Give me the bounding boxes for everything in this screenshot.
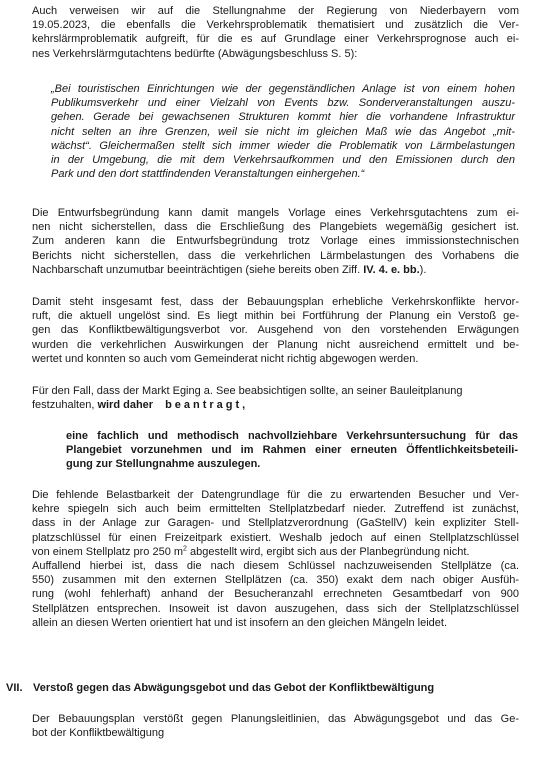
text-line: dass in der Anlage zur Garagen- und Stellplatzverordnung (GaStellV) kein expliziter Stell- (32, 517, 519, 530)
text-line: nen nicht sicherstellen, dass die Erschließung des Plangebiets wegemäßig gesichert ist. (32, 221, 519, 234)
cross-reference: IV. 4. e. bb. (363, 263, 420, 276)
text-line: rung (wohl fehlerhaft) anhand der Besucheranzahl errechneten Gesamtbedarf von 900 (32, 588, 519, 601)
text-line: kehrslärmproblematik aufgreift, für die es auf Grundlage einer Verkehrsprognose auch ei- (32, 33, 519, 46)
text-line: 19.05.2023, die ebenfalls die Verkehrsproblematik thematisiert und zusätzlich die Ver- (32, 19, 519, 32)
paragraph-entwurfsbegruendung (32, 206, 519, 277)
paragraph-stellplatzbedarf (32, 488, 519, 630)
quote-line: nicht selten an ihre Grenzen, weil sie nicht im gleichen Maß wie das Angebot „mit- (51, 125, 515, 138)
motion-request (66, 429, 518, 472)
text-line: Berichts nicht sicherstellen, dass die verkehrlichen Lärmbelastungen des Vorhabens die (32, 249, 519, 262)
block-quote (51, 82, 515, 181)
text-line: wurden die verkehrlichen Auswirkungen der Planung nicht ausreichend ermittelt und be- (32, 338, 519, 351)
section-heading: Verstoß gegen das Abwägungsgebot und das Gebot der Konfliktbewältigung (33, 682, 435, 694)
quote-line: „Bei touristischen Einrichtungen wie der gegenständlichen Anlage ist von einem hohen (51, 83, 515, 95)
text-segment: ). (419, 263, 427, 276)
paragraph-verkehrskonflikte (32, 295, 519, 366)
text-line: nes Verkehrslärmgutachtens bedürfte (Abwägungsbeschluss S. 5): (32, 47, 358, 60)
text-line (32, 398, 519, 412)
paragraph-regierung-reference (32, 4, 519, 61)
spaced-emphasis-text: beantragt, (165, 399, 249, 412)
text-line: gen das Konfliktbewältigungsverbot vor. Ausgehend von den vorstehenden Erwägungen (32, 324, 519, 337)
text-segment: Nachbarschaft unzumutbar beeinträchtigen (siehe bereits oben Ziff. (32, 263, 364, 276)
text-segment: abgestellt wird, ergibt sich aus der Planbegründung nicht. (186, 545, 470, 558)
quote-line: Park und den dort stattfindenden Veranstaltungen einhergehen.“ (51, 168, 365, 181)
quote-line: Publikumsverkehr und einer Vielzahl von Events bzw. Sonderveranstaltungen auszu- (51, 97, 515, 110)
motion-line: eine fachlich und methodisch nachvollziehbare Verkehrsuntersuchung für das (66, 430, 518, 442)
text-line: Stellplätzen entsprechen. Insoweit ist davon auszugehen, dass sich der Stellplatzschlüssel (32, 602, 519, 615)
paragraph-section-intro (32, 712, 519, 740)
text-segment: von einem Stellplatz pro 250 m (32, 545, 184, 558)
text-line: Auch verweisen wir auf die Stellungnahme der Regierung von Niederbayern vom (32, 5, 519, 17)
quote-line: gehen. Gerade bei gewachsenen Strukturen kommt hier die vorhandene Infrastruktur (51, 111, 515, 124)
text-line: Für den Fall, dass der Markt Eging a. See beabsichtigen sollte, an seiner Bauleitplanung (32, 385, 463, 397)
text-line: wertet und konnten so auch vom Gemeinderat nicht richtig abgewogen werden. (32, 352, 419, 365)
text-line: Auffallend hierbei ist, dass die nach diesem Schlüssel nachzuweisenden Stellplätze (ca. (32, 560, 519, 573)
text-line: allein an diesen Werten orientiert hat und ist insofern an den gleichen Mängeln leidet. (32, 616, 448, 629)
text-line: Die fehlende Belastbarkeit der Datengrundlage für die zu erwartenden Besucher und Ver- (32, 489, 519, 501)
text-line: bot der Konfliktbewältigung (32, 727, 165, 740)
quote-line: in der Umgebung, die mit dem Verkehrsaufkommen und den Emissionen durch den (51, 154, 515, 167)
text-line: platzschlüssel für einen Freizeitpark existiert. Weshalb jedoch auf einen Stellplatzschlüssel (32, 531, 519, 544)
text-line: 550) zusammen mit den externen Stellplätzen (ca. 350) exakt dem nach obiger Ausfüh- (32, 574, 519, 587)
quote-line: wächst“. Gleichermaßen stellt sich immer wieder die Problematik von Lärmbelastungen (51, 139, 515, 152)
motion-line: gung zur Stellungnahme auszulegen. (66, 458, 261, 471)
paragraph-antrag-intro (32, 384, 519, 412)
motion-line: Plangebiet vorzunehmen und im Rahmen einer erneuten Öffentlichkeitsbeteili- (66, 444, 518, 457)
text-line: Die Entwurfsbegründung kann damit mangels Vorlage eines Verkehrsgutachtens zum ei- (32, 207, 519, 219)
text-line (32, 545, 519, 559)
text-line: Der Bebauungsplan verstößt gegen Planungsleitlinien, das Abwägungsgebot und das Ge- (32, 713, 519, 725)
emphasis-text: wird daher (97, 399, 154, 412)
text-line: Damit steht insgesamt fest, dass der Bebauungsplan erhebliche Verkehrskonflikte hervor- (32, 296, 519, 308)
text-line: kehre spiegeln sich auch beim ermittelten Stellplatzbedarf nieder. Zutreffend ist zunächst, (32, 503, 519, 516)
section-number: VII. (6, 682, 23, 694)
text-line: Zum anderen kann die Entwurfsbegründung trotz Vorlage eines immissionstechnischen (32, 235, 519, 248)
text-line: ruft, die aktuell ungelöst sind. Es liegt mithin bei Fortführung der Planung ein Verstoß ge- (32, 310, 519, 323)
superscript: 2 (183, 545, 187, 553)
text-segment: festzuhalten, (32, 399, 98, 412)
text-line (32, 263, 519, 277)
